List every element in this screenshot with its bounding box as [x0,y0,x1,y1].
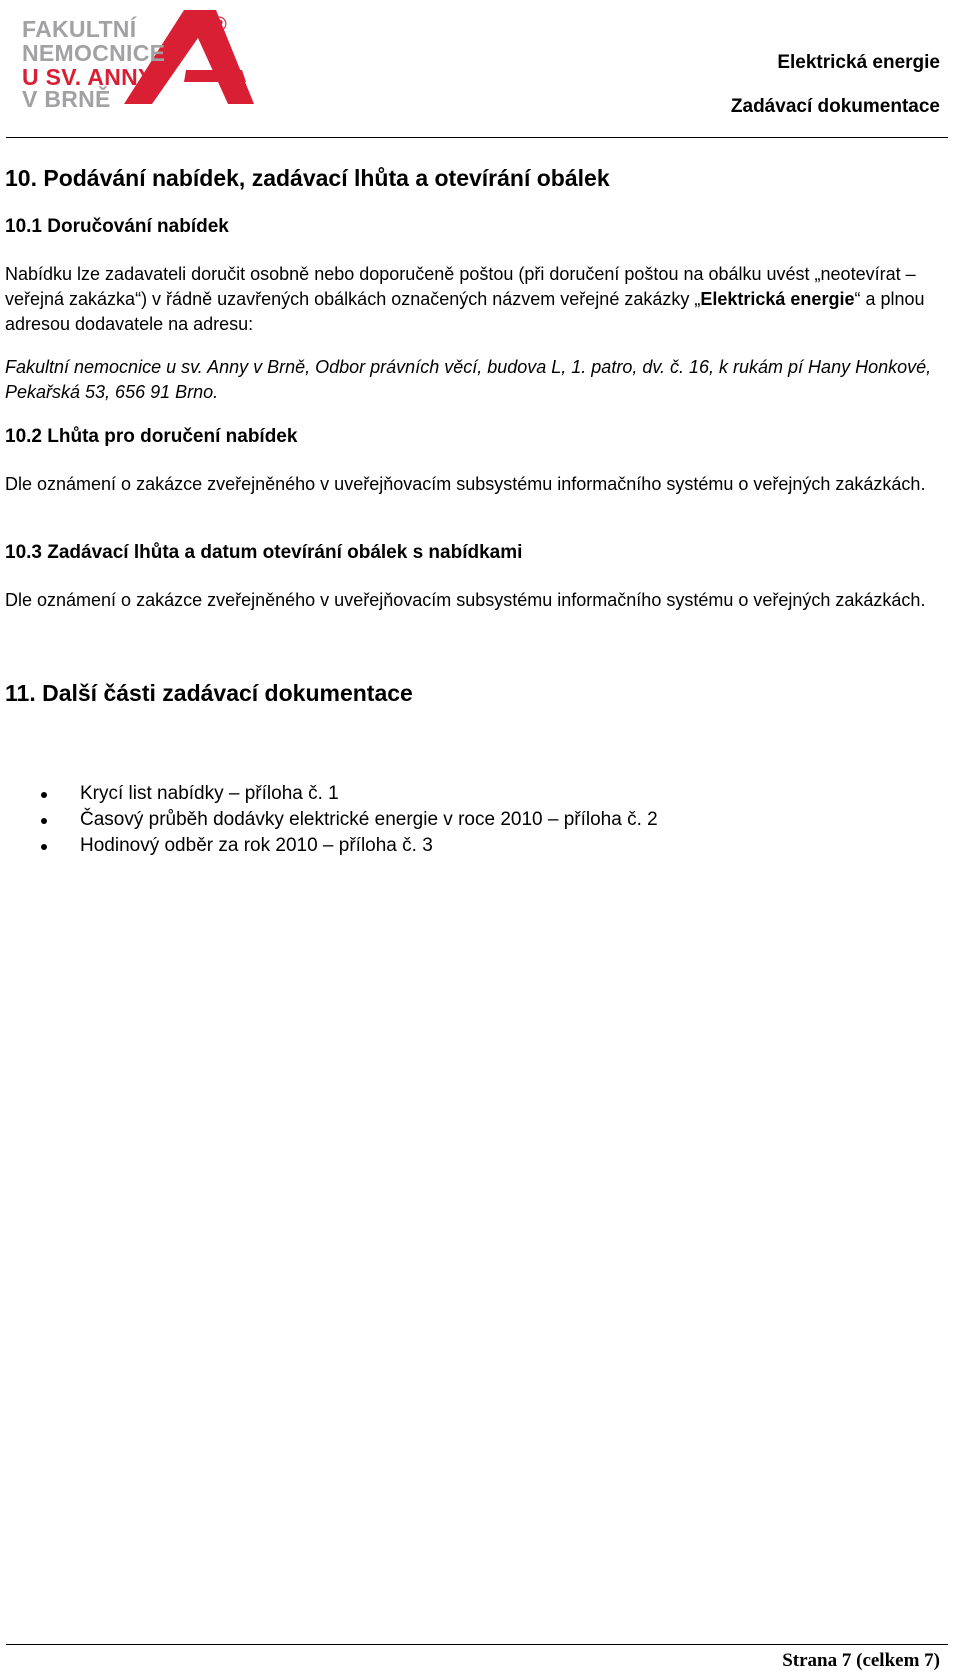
list-item [0,833,658,859]
footer-divider [6,1644,948,1645]
list-item-text: Časový průběh dodávky elektrické energie v roce 2010 – příloha č. 2 [80,809,658,830]
section-10-1-text-bold: Elektrická energie [700,289,855,309]
logo-text-line-1: FAKULTNÍ [22,16,137,42]
list-item-text: Krycí list nabídky – příloha č. 1 [80,783,339,804]
attachments-list [0,781,658,859]
header-divider [6,137,948,138]
section-10-3-heading: 10.3 Zadávací lhůta a datum otevírání obálek s nabídkami [5,542,523,563]
section-10-1-text-before: Nabídku lze zadavateli doručit osobně nebo doporučeně poštou (při doručení poštou na obálku uvést „neotevírat – veřejná zakázka“) v řádně uzavřených obálkách označených názvem veřejné zakázky „ [5,264,916,309]
bullet-icon [41,818,47,824]
logo-text-line-4: V BRNĚ [22,86,111,112]
section-10-1-text-after: “ a plnou adresou dodavatele na adresu: [5,289,925,334]
list-item [0,807,658,833]
section-10-3-paragraph: Dle oznámení o zakázce zveřejněného v uveřejňovacím subsystému informačního systému o veřejných zakázkách. [5,590,926,610]
delivery-address: Fakultní nemocnice u sv. Anny v Brně, Odbor právních věcí, budova L, 1. patro, dv. č. 16, k rukám pí Hany Honkové, Pekařská 53, 656 91 Brno. [5,357,932,402]
page-number: Strana 7 (celkem 7) [782,1650,940,1671]
hospital-logo [6,8,268,112]
section-10-heading: 10. Podávání nabídek, zadávací lhůta a otevírání obálek [5,165,610,191]
section-10-2-paragraph: Dle oznámení o zakázce zveřejněného v uveřejňovacím subsystému informačního systému o veřejných zakázkách. [5,474,926,494]
section-10-1-heading: 10.1 Doručování nabídek [5,216,229,237]
bullet-icon [41,844,47,850]
header-title: Elektrická energie [777,52,940,73]
list-item-text: Hodinový odběr za rok 2010 – příloha č. 3 [80,835,433,856]
list-item [0,781,658,807]
section-10-1-paragraph [5,262,956,337]
logo-text-line-2: NEMOCNICE [22,40,166,66]
header-subtitle: Zadávací dokumentace [730,96,940,117]
registered-mark: ® [212,14,227,36]
section-11-heading: 11. Další části zadávací dokumentace [5,680,413,706]
bullet-icon [41,792,47,798]
section-10-2-heading: 10.2 Lhůta pro doručení nabídek [5,426,298,447]
logo-text-line-3: U SV. ANNY [22,64,154,90]
